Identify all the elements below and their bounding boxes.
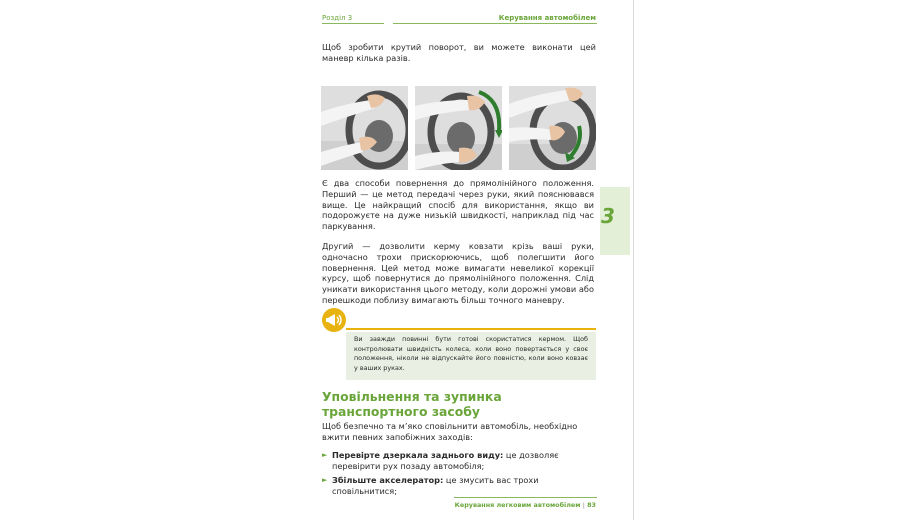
bullet-bold: Збільште акселератор: bbox=[332, 475, 444, 485]
page-edge bbox=[633, 0, 634, 520]
chapter-number: 3 bbox=[601, 204, 615, 228]
footer-separator: | bbox=[582, 501, 585, 509]
bullet-text: це дозволяє перевірити рух позаду автомобіля; bbox=[332, 450, 559, 471]
steering-wheel-hands-crossover-icon bbox=[415, 86, 502, 170]
header-rule-left bbox=[322, 23, 384, 24]
bullet-bold: Перевірте дзеркала заднього виду: bbox=[332, 450, 504, 460]
section-intro: Щоб безпечно та м’яко сповільнити автомобіль, необхідно вжити певних запобіжних заходів: bbox=[322, 421, 578, 442]
note-rule bbox=[346, 328, 596, 330]
header-chapter: Керування автомобілем bbox=[498, 14, 596, 22]
megaphone-icon bbox=[322, 308, 346, 332]
paragraph-second-method: Другий — дозволити керму ковзати крізь ваші руки, одночасно трохи прискорюючись, щоб полегшити його повернення. Цей метод може вимагати невеликої корекції курсу, щоб повернутися до прямолінійного положення. Слід уникати використання цього методу, коли дорожні умови або перешкоди поблизу вимагають більш точного маневру. bbox=[322, 241, 594, 305]
paragraph-methods: Є два способи повернення до прямолінійного положення. Перший — це метод передачі через руки, який пояснювався вище. Це найкращий спосіб для використання, якщо ви подорожуєте на дуже низькій швидкості, наприклад під час паркування. bbox=[322, 178, 594, 232]
note-box: Ви завжди повинні бути готові скористатися кермом. Щоб контролювати швидкість колеса, коли воно повертається у своє положення, ніколи не відпускайте його повністю, коли воно ковзає у ваших руках. bbox=[346, 332, 596, 380]
bullet-marker: ► bbox=[322, 476, 328, 484]
steering-photo-1 bbox=[321, 86, 408, 170]
section-title-line-2: транспортного засобу bbox=[322, 404, 480, 419]
steering-photo-3 bbox=[509, 86, 596, 170]
header-section: Розділ 3 bbox=[322, 14, 353, 22]
bullet-text: це змусить вас трохи сповільнитися; bbox=[332, 475, 539, 496]
footer-rule bbox=[454, 497, 597, 498]
header-rule-right bbox=[393, 23, 597, 24]
footer bbox=[455, 501, 596, 509]
section-title bbox=[322, 389, 502, 419]
footer-title: Керування легковим автомобілем bbox=[454, 501, 581, 509]
intro-paragraph: Щоб зробити крутий поворот, ви можете виконати цей маневр кілька разів. bbox=[322, 42, 596, 63]
steering-wheel-hands-finish-icon bbox=[509, 86, 596, 170]
steering-photo-2 bbox=[415, 86, 502, 170]
bullet-marker: ► bbox=[322, 451, 328, 459]
page-number: 83 bbox=[587, 501, 596, 509]
steering-wheel-hands-start-icon bbox=[321, 86, 408, 170]
section-title-line-1: Уповільнення та зупинка bbox=[322, 389, 502, 404]
